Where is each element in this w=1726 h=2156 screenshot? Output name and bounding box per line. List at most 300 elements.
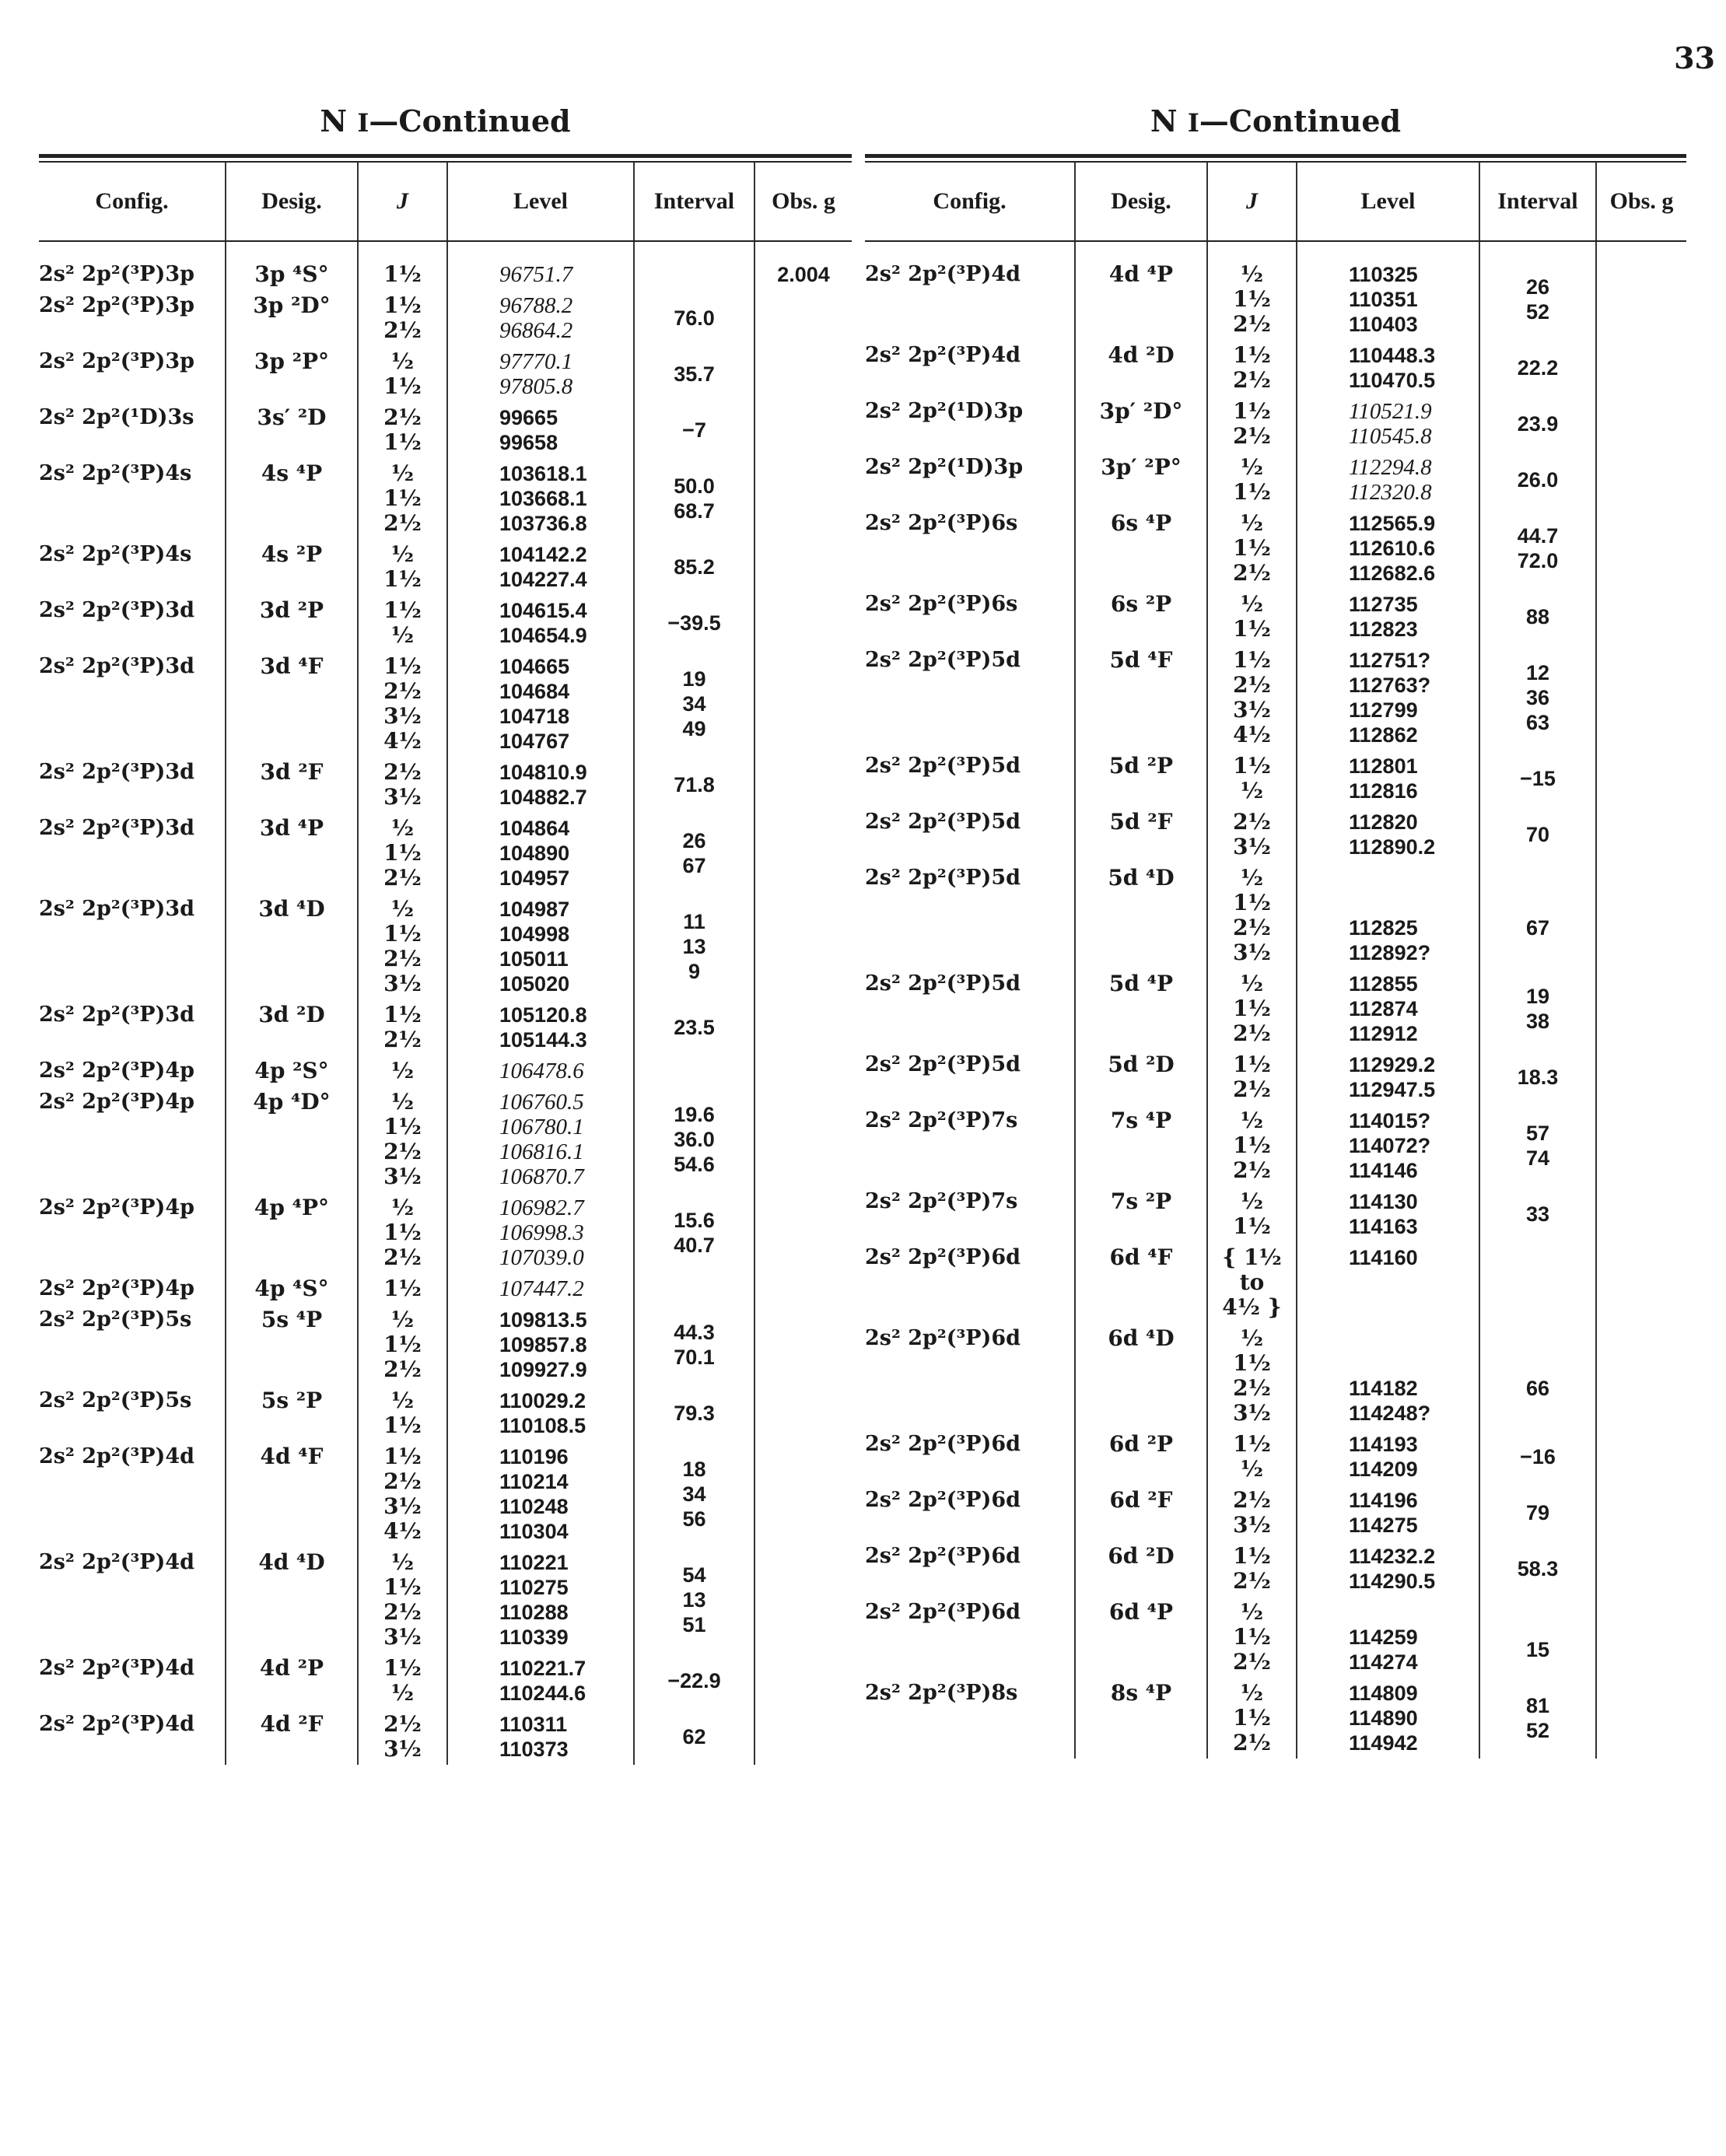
j-value: 2½ — [383, 678, 422, 704]
j-value: 2½ — [383, 404, 422, 430]
interval-cell — [1479, 508, 1596, 589]
j-value: 1½ — [383, 485, 422, 511]
interval-value: 22.2 — [1517, 356, 1559, 380]
j-cell — [1207, 1597, 1297, 1678]
left-table-body — [39, 241, 852, 1765]
level-cell — [1297, 1597, 1479, 1678]
right-title-roman: I — [1187, 108, 1199, 138]
desig-cell: 3p ⁴S° — [226, 241, 358, 290]
level-cell — [1297, 589, 1479, 645]
desig-cell: 3d ²D — [226, 999, 358, 1055]
j-value: ½ — [390, 460, 415, 486]
config-cell: 2s² 2p²(³P)4s — [39, 539, 226, 595]
level-value: 104654.9 — [499, 624, 587, 647]
table-row — [39, 1304, 852, 1385]
j-cell — [1207, 452, 1297, 508]
interval-value: 72.0 — [1517, 549, 1559, 572]
j-value: ½ — [1240, 1188, 1264, 1214]
level-value: 96864.2 — [499, 318, 573, 343]
level-value: 112294.8 — [1349, 455, 1432, 480]
j-value: 1½ — [383, 373, 422, 399]
j-cell — [358, 1192, 447, 1273]
obs-g-cell — [1596, 807, 1686, 863]
j-value: ½ — [1240, 591, 1264, 617]
table-row — [39, 1547, 852, 1653]
config-cell: 2s² 2p²(³P)3p — [39, 346, 226, 402]
config-cell: 2s² 2p²(³P)4p — [39, 1192, 226, 1273]
j-value: 1½ — [1233, 342, 1271, 368]
level-cell — [447, 595, 634, 651]
interval-value: 67 — [682, 854, 706, 877]
level-cell — [447, 813, 634, 894]
config-cell: 2s² 2p²(³P)8s — [865, 1678, 1075, 1759]
level-cell — [1297, 508, 1479, 589]
interval-value: 66 — [1525, 1377, 1550, 1400]
level-value: 97805.8 — [499, 374, 573, 399]
table-row — [865, 1485, 1686, 1541]
level-value: 104810.9 — [499, 761, 587, 784]
level-value: 106998.3 — [499, 1220, 584, 1245]
level-value: 110304 — [499, 1520, 569, 1543]
level-cell — [1297, 1049, 1479, 1105]
interval-value: 63 — [1525, 711, 1550, 734]
obs-g-cell — [754, 757, 852, 813]
level-cell — [447, 999, 634, 1055]
level-cell — [447, 1385, 634, 1441]
interval-value: 62 — [682, 1725, 706, 1748]
level-value: 104665 — [499, 655, 570, 678]
interval-value: −7 — [682, 418, 706, 442]
j-value: ½ — [390, 541, 415, 567]
table-row — [39, 458, 852, 539]
j-value: to — [1239, 1269, 1265, 1295]
j-value: 2½ — [1233, 672, 1271, 698]
table-row — [865, 589, 1686, 645]
level-value: 110221.7 — [499, 1657, 586, 1680]
interval-cell — [1479, 396, 1596, 452]
obs-g-cell — [1596, 340, 1686, 396]
config-cell: 2s² 2p²(³P)6s — [865, 589, 1075, 645]
interval-cell — [634, 757, 754, 813]
level-value: 109857.8 — [499, 1333, 587, 1356]
desig-cell: 4s ⁴P — [226, 458, 358, 539]
interval-cell — [1479, 1541, 1596, 1597]
obs-g-cell — [1596, 1678, 1686, 1759]
interval-value: 51 — [682, 1613, 706, 1636]
interval-value: 88 — [1525, 605, 1550, 628]
table-row — [865, 645, 1686, 751]
header-config: Config. — [39, 163, 226, 241]
table-row — [39, 1709, 852, 1765]
level-value: 110448.3 — [1349, 344, 1436, 367]
level-cell — [447, 290, 634, 346]
config-cell: 2s² 2p²(³P)4d — [865, 340, 1075, 396]
interval-value: 67 — [1525, 916, 1550, 940]
config-cell: 2s² 2p²(³P)4p — [39, 1055, 226, 1087]
level-value: 104957 — [499, 866, 570, 890]
desig-cell: 8s ⁴P — [1075, 1678, 1207, 1759]
j-cell — [1207, 396, 1297, 452]
config-cell: 2s² 2p²(³P)6s — [865, 508, 1075, 589]
level-value: 114890 — [1349, 1706, 1418, 1730]
desig-cell: 3p′ ²P° — [1075, 452, 1207, 508]
interval-cell — [1479, 340, 1596, 396]
desig-cell: 6s ²P — [1075, 589, 1207, 645]
j-value: 1½ — [383, 566, 422, 592]
left-title-roman: I — [357, 108, 369, 138]
obs-g-cell — [754, 1653, 852, 1709]
left-levels-table — [39, 163, 852, 1765]
right-header-row — [865, 163, 1686, 241]
level-value: 114196 — [1349, 1489, 1418, 1512]
interval-value: −22.9 — [667, 1669, 721, 1692]
level-cell — [1297, 1678, 1479, 1759]
right-table-title — [865, 101, 1686, 142]
j-value: ½ — [390, 1680, 415, 1706]
j-value: ½ — [1240, 1599, 1264, 1625]
config-cell: 2s² 2p²(³P)4s — [39, 458, 226, 539]
obs-g-cell — [754, 1709, 852, 1765]
interval-cell — [634, 458, 754, 539]
level-cell — [447, 894, 634, 999]
obs-g-cell — [754, 458, 852, 539]
level-value: 112682.6 — [1349, 562, 1436, 585]
j-cell — [358, 894, 447, 999]
desig-cell: 6s ⁴P — [1075, 508, 1207, 589]
level-value: 104767 — [499, 730, 570, 753]
obs-g-cell — [1596, 1541, 1686, 1597]
j-value: 2½ — [383, 1244, 422, 1270]
level-value: 110221 — [499, 1551, 569, 1574]
level-value: 110339 — [499, 1626, 569, 1649]
level-value: 110311 — [499, 1713, 568, 1736]
j-cell — [358, 1385, 447, 1441]
table-row — [39, 813, 852, 894]
j-value: 3½ — [383, 1493, 422, 1519]
interval-cell — [634, 1304, 754, 1385]
j-value: 1½ — [383, 1002, 422, 1027]
desig-cell: 4d ⁴D — [226, 1547, 358, 1653]
obs-g-cell — [754, 290, 852, 346]
interval-cell — [634, 1653, 754, 1709]
interval-value: 56 — [682, 1507, 706, 1531]
config-cell: 2s² 2p²(³P)6d — [865, 1597, 1075, 1678]
desig-cell: 5d ⁴P — [1075, 968, 1207, 1049]
j-value: 2½ — [383, 317, 422, 343]
obs-g-cell — [1596, 863, 1686, 968]
interval-value: 12 — [1525, 661, 1550, 684]
table-row — [39, 757, 852, 813]
level-cell — [447, 1709, 634, 1765]
j-value: 1½ — [383, 1114, 422, 1139]
j-cell — [1207, 968, 1297, 1049]
j-cell — [358, 539, 447, 595]
level-cell — [447, 458, 634, 539]
j-value: ½ — [390, 1058, 415, 1083]
obs-g-cell — [1596, 1049, 1686, 1105]
table-row — [865, 1541, 1686, 1597]
level-value: 110325 — [1349, 263, 1418, 286]
level-value: 104615.4 — [499, 599, 587, 622]
level-cell — [1297, 340, 1479, 396]
desig-cell: 3d ²F — [226, 757, 358, 813]
right-top-rule — [865, 154, 1686, 158]
config-cell: 2s² 2p²(³P)4p — [39, 1273, 226, 1304]
interval-value: 71.8 — [674, 773, 715, 796]
interval-cell — [1479, 645, 1596, 751]
level-value: 112816 — [1349, 779, 1418, 803]
j-value: 1½ — [383, 653, 422, 679]
interval-cell — [634, 1385, 754, 1441]
interval-cell — [634, 894, 754, 999]
j-value: ½ — [1240, 1108, 1264, 1133]
obs-g-cell — [1596, 1485, 1686, 1541]
table-row — [39, 1653, 852, 1709]
desig-cell: 4d ²F — [226, 1709, 358, 1765]
j-value: 1½ — [1233, 1350, 1271, 1376]
j-value: 1½ — [383, 261, 422, 287]
table-row — [865, 1242, 1686, 1323]
config-cell: 2s² 2p²(³P)4d — [865, 241, 1075, 340]
interval-cell — [634, 1087, 754, 1192]
table-row — [865, 1597, 1686, 1678]
interval-value: 26 — [1525, 275, 1550, 299]
table-row — [39, 1385, 852, 1441]
interval-value: 35.7 — [674, 362, 715, 386]
obs-g-cell — [754, 894, 852, 999]
table-row — [865, 452, 1686, 508]
j-value: 3½ — [383, 1624, 422, 1650]
j-value: 1½ — [383, 429, 422, 455]
j-value: 1½ — [383, 1220, 422, 1245]
level-cell — [1297, 968, 1479, 1049]
interval-value: 79 — [1525, 1501, 1550, 1524]
table-row — [865, 968, 1686, 1049]
config-cell: 2s² 2p²(³P)5d — [865, 968, 1075, 1049]
j-value: 2½ — [1233, 311, 1271, 337]
desig-cell: 4d ²D — [1075, 340, 1207, 396]
j-value: 1½ — [383, 840, 422, 866]
desig-cell: 4d ²P — [226, 1653, 358, 1709]
interval-value: −15 — [1520, 767, 1556, 790]
interval-cell — [1479, 1678, 1596, 1759]
config-cell: 2s² 2p²(³P)6d — [865, 1541, 1075, 1597]
j-value: 1½ — [1233, 1213, 1271, 1239]
j-value: 3½ — [383, 703, 422, 729]
j-cell — [358, 1653, 447, 1709]
level-cell — [447, 757, 634, 813]
level-cell — [447, 346, 634, 402]
table-row — [865, 396, 1686, 452]
j-value: 2½ — [1233, 1020, 1271, 1046]
j-value: ½ — [1240, 454, 1264, 480]
obs-g-cell — [1596, 1429, 1686, 1485]
interval-value: 15.6 — [674, 1209, 715, 1232]
level-value: 107039.0 — [499, 1245, 584, 1270]
obs-g-cell — [1596, 968, 1686, 1049]
j-cell — [358, 458, 447, 539]
j-cell — [1207, 1323, 1297, 1429]
j-value: 2½ — [1233, 560, 1271, 586]
right-levels-table — [865, 163, 1686, 1759]
level-value: 112947.5 — [1349, 1078, 1436, 1101]
table-row — [39, 651, 852, 757]
j-cell — [358, 1547, 447, 1653]
j-value: ½ — [390, 815, 415, 841]
level-value: 106816.1 — [499, 1139, 584, 1164]
table-row — [39, 894, 852, 999]
level-value: 114163 — [1349, 1215, 1418, 1238]
level-value: 109813.5 — [499, 1308, 587, 1332]
obs-g-cell — [1596, 589, 1686, 645]
j-cell — [1207, 1429, 1297, 1485]
interval-cell — [1479, 1242, 1596, 1323]
j-value: 3½ — [383, 784, 422, 810]
level-value: 114248? — [1349, 1402, 1431, 1425]
table-row — [39, 1087, 852, 1192]
level-value: 110244.6 — [499, 1682, 586, 1705]
level-cell — [1297, 1105, 1479, 1186]
desig-cell: 5d ²D — [1075, 1049, 1207, 1105]
level-value: 114290.5 — [1349, 1570, 1436, 1593]
desig-cell: 4p ⁴D° — [226, 1087, 358, 1192]
level-value: 114193 — [1349, 1433, 1418, 1456]
obs-g-cell — [754, 1441, 852, 1547]
j-cell — [358, 651, 447, 757]
j-value: 2½ — [1233, 1730, 1271, 1755]
config-cell: 2s² 2p²(³P)4d — [39, 1709, 226, 1765]
level-value: 104890 — [499, 842, 570, 865]
config-cell: 2s² 2p²(³P)4d — [39, 1441, 226, 1547]
j-value: 3½ — [383, 1164, 422, 1189]
interval-value: 50.0 — [674, 474, 715, 498]
config-cell: 2s² 2p²(³P)3d — [39, 999, 226, 1055]
level-value: 106870.7 — [499, 1164, 584, 1189]
header-obs-g: Obs. g — [1596, 163, 1686, 241]
level-value: 104987 — [499, 898, 570, 921]
j-cell — [1207, 508, 1297, 589]
level-cell — [447, 1055, 634, 1087]
interval-value: 36 — [1525, 686, 1550, 709]
level-cell — [1297, 1186, 1479, 1242]
level-value: 105120.8 — [499, 1003, 587, 1027]
table-row — [39, 539, 852, 595]
left-title-element: N — [320, 103, 348, 138]
table-row — [865, 508, 1686, 589]
desig-cell: 7s ²P — [1075, 1186, 1207, 1242]
desig-cell: 4d ⁴P — [1075, 241, 1207, 340]
config-cell: 2s² 2p²(³P)5s — [39, 1304, 226, 1385]
desig-cell: 5d ⁴F — [1075, 645, 1207, 751]
level-value: 104718 — [499, 705, 570, 728]
table-row — [865, 751, 1686, 807]
interval-value: 70.1 — [674, 1346, 715, 1369]
level-value: 112874 — [1349, 997, 1418, 1020]
j-value: ½ — [390, 1388, 415, 1413]
interval-cell — [634, 402, 754, 458]
header-obs-g: Obs. g — [754, 163, 852, 241]
interval-cell — [634, 1055, 754, 1087]
config-cell: 2s² 2p²(³P)3p — [39, 290, 226, 346]
config-cell: 2s² 2p²(³P)3d — [39, 894, 226, 999]
level-value: 112565.9 — [1349, 512, 1436, 535]
level-value: 107447.2 — [499, 1276, 584, 1301]
config-cell: 2s² 2p²(³P)6d — [865, 1323, 1075, 1429]
level-cell — [447, 1087, 634, 1192]
j-cell — [358, 1709, 447, 1765]
level-value: 114160 — [1349, 1246, 1418, 1269]
level-value: 110545.8 — [1349, 424, 1432, 449]
obs-g-cell — [754, 999, 852, 1055]
config-cell: 2s² 2p²(³P)5d — [865, 863, 1075, 968]
desig-cell: 4p ²S° — [226, 1055, 358, 1087]
j-value: 1½ — [1233, 1543, 1271, 1569]
level-cell — [447, 402, 634, 458]
interval-value: 23.9 — [1517, 412, 1559, 436]
level-cell — [1297, 1429, 1479, 1485]
j-value: ½ — [390, 622, 415, 648]
level-value — [1349, 1600, 1476, 1625]
interval-value: −16 — [1520, 1445, 1556, 1468]
level-cell — [1297, 1541, 1479, 1597]
table-row — [865, 807, 1686, 863]
interval-value: 19 — [682, 667, 706, 691]
interval-cell — [634, 813, 754, 894]
desig-cell: 6d ²P — [1075, 1429, 1207, 1485]
interval-value: 13 — [682, 935, 706, 958]
j-value: ½ — [1240, 865, 1264, 891]
interval-value: 18 — [682, 1458, 706, 1481]
level-value: 114942 — [1349, 1731, 1418, 1755]
desig-cell: 4d ⁴F — [226, 1441, 358, 1547]
level-value: 110288 — [499, 1601, 569, 1624]
j-value: 3½ — [1233, 834, 1271, 859]
j-cell — [1207, 1541, 1297, 1597]
j-cell — [358, 1273, 447, 1304]
obs-g-cell — [754, 1192, 852, 1273]
level-value: 114232.2 — [1349, 1545, 1436, 1568]
j-value: 2½ — [1233, 423, 1271, 449]
table-row — [39, 1273, 852, 1304]
j-value: 2½ — [383, 1468, 422, 1494]
interval-cell — [634, 539, 754, 595]
level-value: 110029.2 — [499, 1389, 586, 1412]
interval-cell — [1479, 1485, 1596, 1541]
j-cell — [358, 241, 447, 290]
obs-g-cell — [1596, 645, 1686, 751]
j-value: 1½ — [1233, 1624, 1271, 1650]
level-value: 112862 — [1349, 723, 1418, 747]
level-value: 105020 — [499, 972, 570, 996]
desig-cell: 5d ²P — [1075, 751, 1207, 807]
j-cell — [1207, 1105, 1297, 1186]
level-value: 114809 — [1349, 1682, 1418, 1705]
interval-value: 49 — [682, 717, 706, 740]
interval-value: 23.5 — [674, 1016, 715, 1039]
interval-cell — [1479, 589, 1596, 645]
j-value: 1½ — [383, 1574, 422, 1600]
table-row — [39, 595, 852, 651]
j-value: ½ — [1240, 261, 1264, 287]
level-value: 112735 — [1349, 593, 1418, 616]
interval-cell — [1479, 241, 1596, 340]
level-value — [1349, 1326, 1476, 1351]
level-cell — [447, 1304, 634, 1385]
j-value: 1½ — [1233, 398, 1271, 424]
level-cell — [447, 241, 634, 290]
level-value: 112610.6 — [1349, 537, 1436, 560]
level-value: 112929.2 — [1349, 1053, 1436, 1076]
